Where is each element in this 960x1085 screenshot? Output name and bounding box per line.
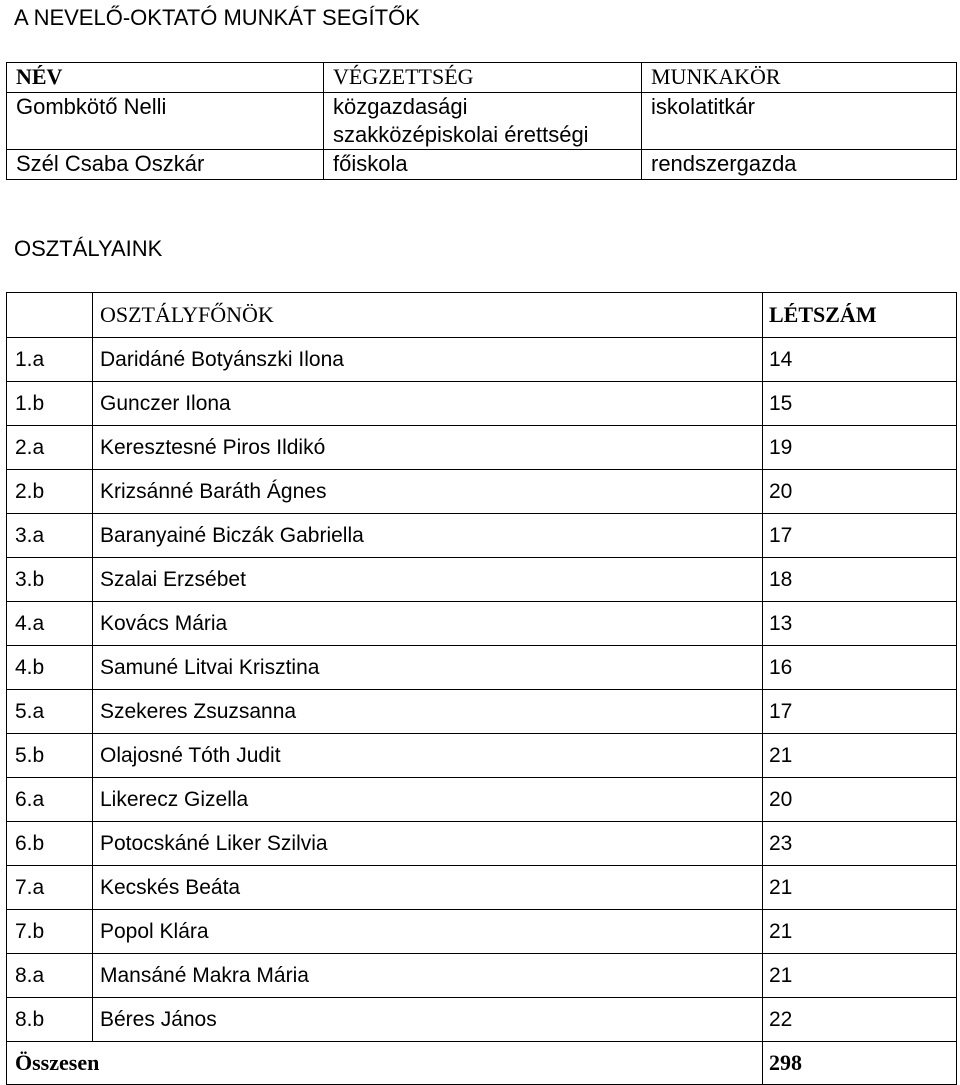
- class-row: [7, 602, 957, 646]
- classes-header-count: LÉTSZÁM: [763, 293, 957, 338]
- classes-header-class: [7, 293, 93, 338]
- total-row: [7, 1042, 957, 1085]
- class-count: 20: [763, 470, 957, 514]
- class-row: [7, 690, 957, 734]
- staff-row: [7, 93, 957, 150]
- class-count: 21: [763, 734, 957, 778]
- class-row: [7, 470, 957, 514]
- class-count: 20: [763, 778, 957, 822]
- class-count: 22: [763, 998, 957, 1042]
- class-teacher: Olajosné Tóth Judit: [93, 734, 763, 778]
- class-teacher: Keresztesné Piros Ildikó: [93, 426, 763, 470]
- class-teacher: Likerecz Gizella: [93, 778, 763, 822]
- class-row: [7, 734, 957, 778]
- class-name: 7.a: [7, 866, 93, 910]
- class-teacher: Popol Klára: [93, 910, 763, 954]
- class-name: 6.b: [7, 822, 93, 866]
- class-teacher: Gunczer Ilona: [93, 382, 763, 426]
- class-row: [7, 514, 957, 558]
- staff-table: [6, 62, 957, 180]
- class-teacher: Potocskáné Liker Szilvia: [93, 822, 763, 866]
- class-name: 8.b: [7, 998, 93, 1042]
- class-name: 3.b: [7, 558, 93, 602]
- staff-role: iskolatitkár: [642, 93, 957, 150]
- class-name: 2.b: [7, 470, 93, 514]
- classes-section-title: OSZTÁLYAINK: [14, 236, 163, 261]
- class-name: 6.a: [7, 778, 93, 822]
- class-count: 14: [763, 338, 957, 382]
- staff-education-line: közgazdasági: [333, 94, 468, 119]
- class-count: 21: [763, 954, 957, 998]
- class-row: [7, 338, 957, 382]
- staff-education: [324, 93, 642, 150]
- class-teacher: Béres János: [93, 998, 763, 1042]
- total-label: Összesen: [7, 1042, 763, 1085]
- class-row: [7, 998, 957, 1042]
- page-heading: A NEVELŐ-OKTATÓ MUNKÁT SEGÍTŐK: [14, 5, 420, 30]
- staff-role: rendszergazda: [642, 150, 957, 180]
- staff-education-line: szakközépiskolai érettségi: [333, 122, 589, 147]
- class-name: 4.b: [7, 646, 93, 690]
- class-count: 18: [763, 558, 957, 602]
- class-row: [7, 382, 957, 426]
- staff-education: [324, 150, 642, 180]
- class-name: 3.a: [7, 514, 93, 558]
- staff-education-line: főiskola: [333, 151, 408, 176]
- class-teacher: Samuné Litvai Krisztina: [93, 646, 763, 690]
- class-name: 1.b: [7, 382, 93, 426]
- class-count: 17: [763, 514, 957, 558]
- class-count: 16: [763, 646, 957, 690]
- class-row: [7, 778, 957, 822]
- staff-header-role: MUNKAKÖR: [642, 63, 957, 93]
- classes-header-teacher: OSZTÁLYFŐNÖK: [93, 293, 763, 338]
- class-count: 21: [763, 866, 957, 910]
- staff-header-name: NÉV: [7, 63, 324, 93]
- class-name: 8.a: [7, 954, 93, 998]
- class-row: [7, 558, 957, 602]
- class-count: 17: [763, 690, 957, 734]
- class-name: 2.a: [7, 426, 93, 470]
- staff-name: Szél Csaba Oszkár: [7, 150, 324, 180]
- class-teacher: Kecskés Beáta: [93, 866, 763, 910]
- class-row: [7, 822, 957, 866]
- classes-table: [6, 292, 957, 1085]
- class-name: 5.a: [7, 690, 93, 734]
- class-teacher: Szalai Erzsébet: [93, 558, 763, 602]
- class-row: [7, 866, 957, 910]
- class-teacher: Krizsánné Baráth Ágnes: [93, 470, 763, 514]
- class-row: [7, 954, 957, 998]
- class-count: 21: [763, 910, 957, 954]
- class-name: 4.a: [7, 602, 93, 646]
- class-row: [7, 910, 957, 954]
- class-row: [7, 426, 957, 470]
- class-teacher: Szekeres Zsuzsanna: [93, 690, 763, 734]
- class-count: 15: [763, 382, 957, 426]
- total-count: 298: [763, 1042, 957, 1085]
- classes-header-row: [7, 293, 957, 338]
- staff-name: Gombkötő Nelli: [7, 93, 324, 150]
- staff-header-row: [7, 63, 957, 93]
- class-count: 23: [763, 822, 957, 866]
- class-name: 5.b: [7, 734, 93, 778]
- class-teacher: Daridáné Botyánszki Ilona: [93, 338, 763, 382]
- staff-row: [7, 150, 957, 180]
- class-row: [7, 646, 957, 690]
- class-count: 13: [763, 602, 957, 646]
- class-teacher: Mansáné Makra Mária: [93, 954, 763, 998]
- class-teacher: Baranyainé Biczák Gabriella: [93, 514, 763, 558]
- class-name: 7.b: [7, 910, 93, 954]
- staff-header-education: VÉGZETTSÉG: [324, 63, 642, 93]
- class-teacher: Kovács Mária: [93, 602, 763, 646]
- class-name: 1.a: [7, 338, 93, 382]
- class-count: 19: [763, 426, 957, 470]
